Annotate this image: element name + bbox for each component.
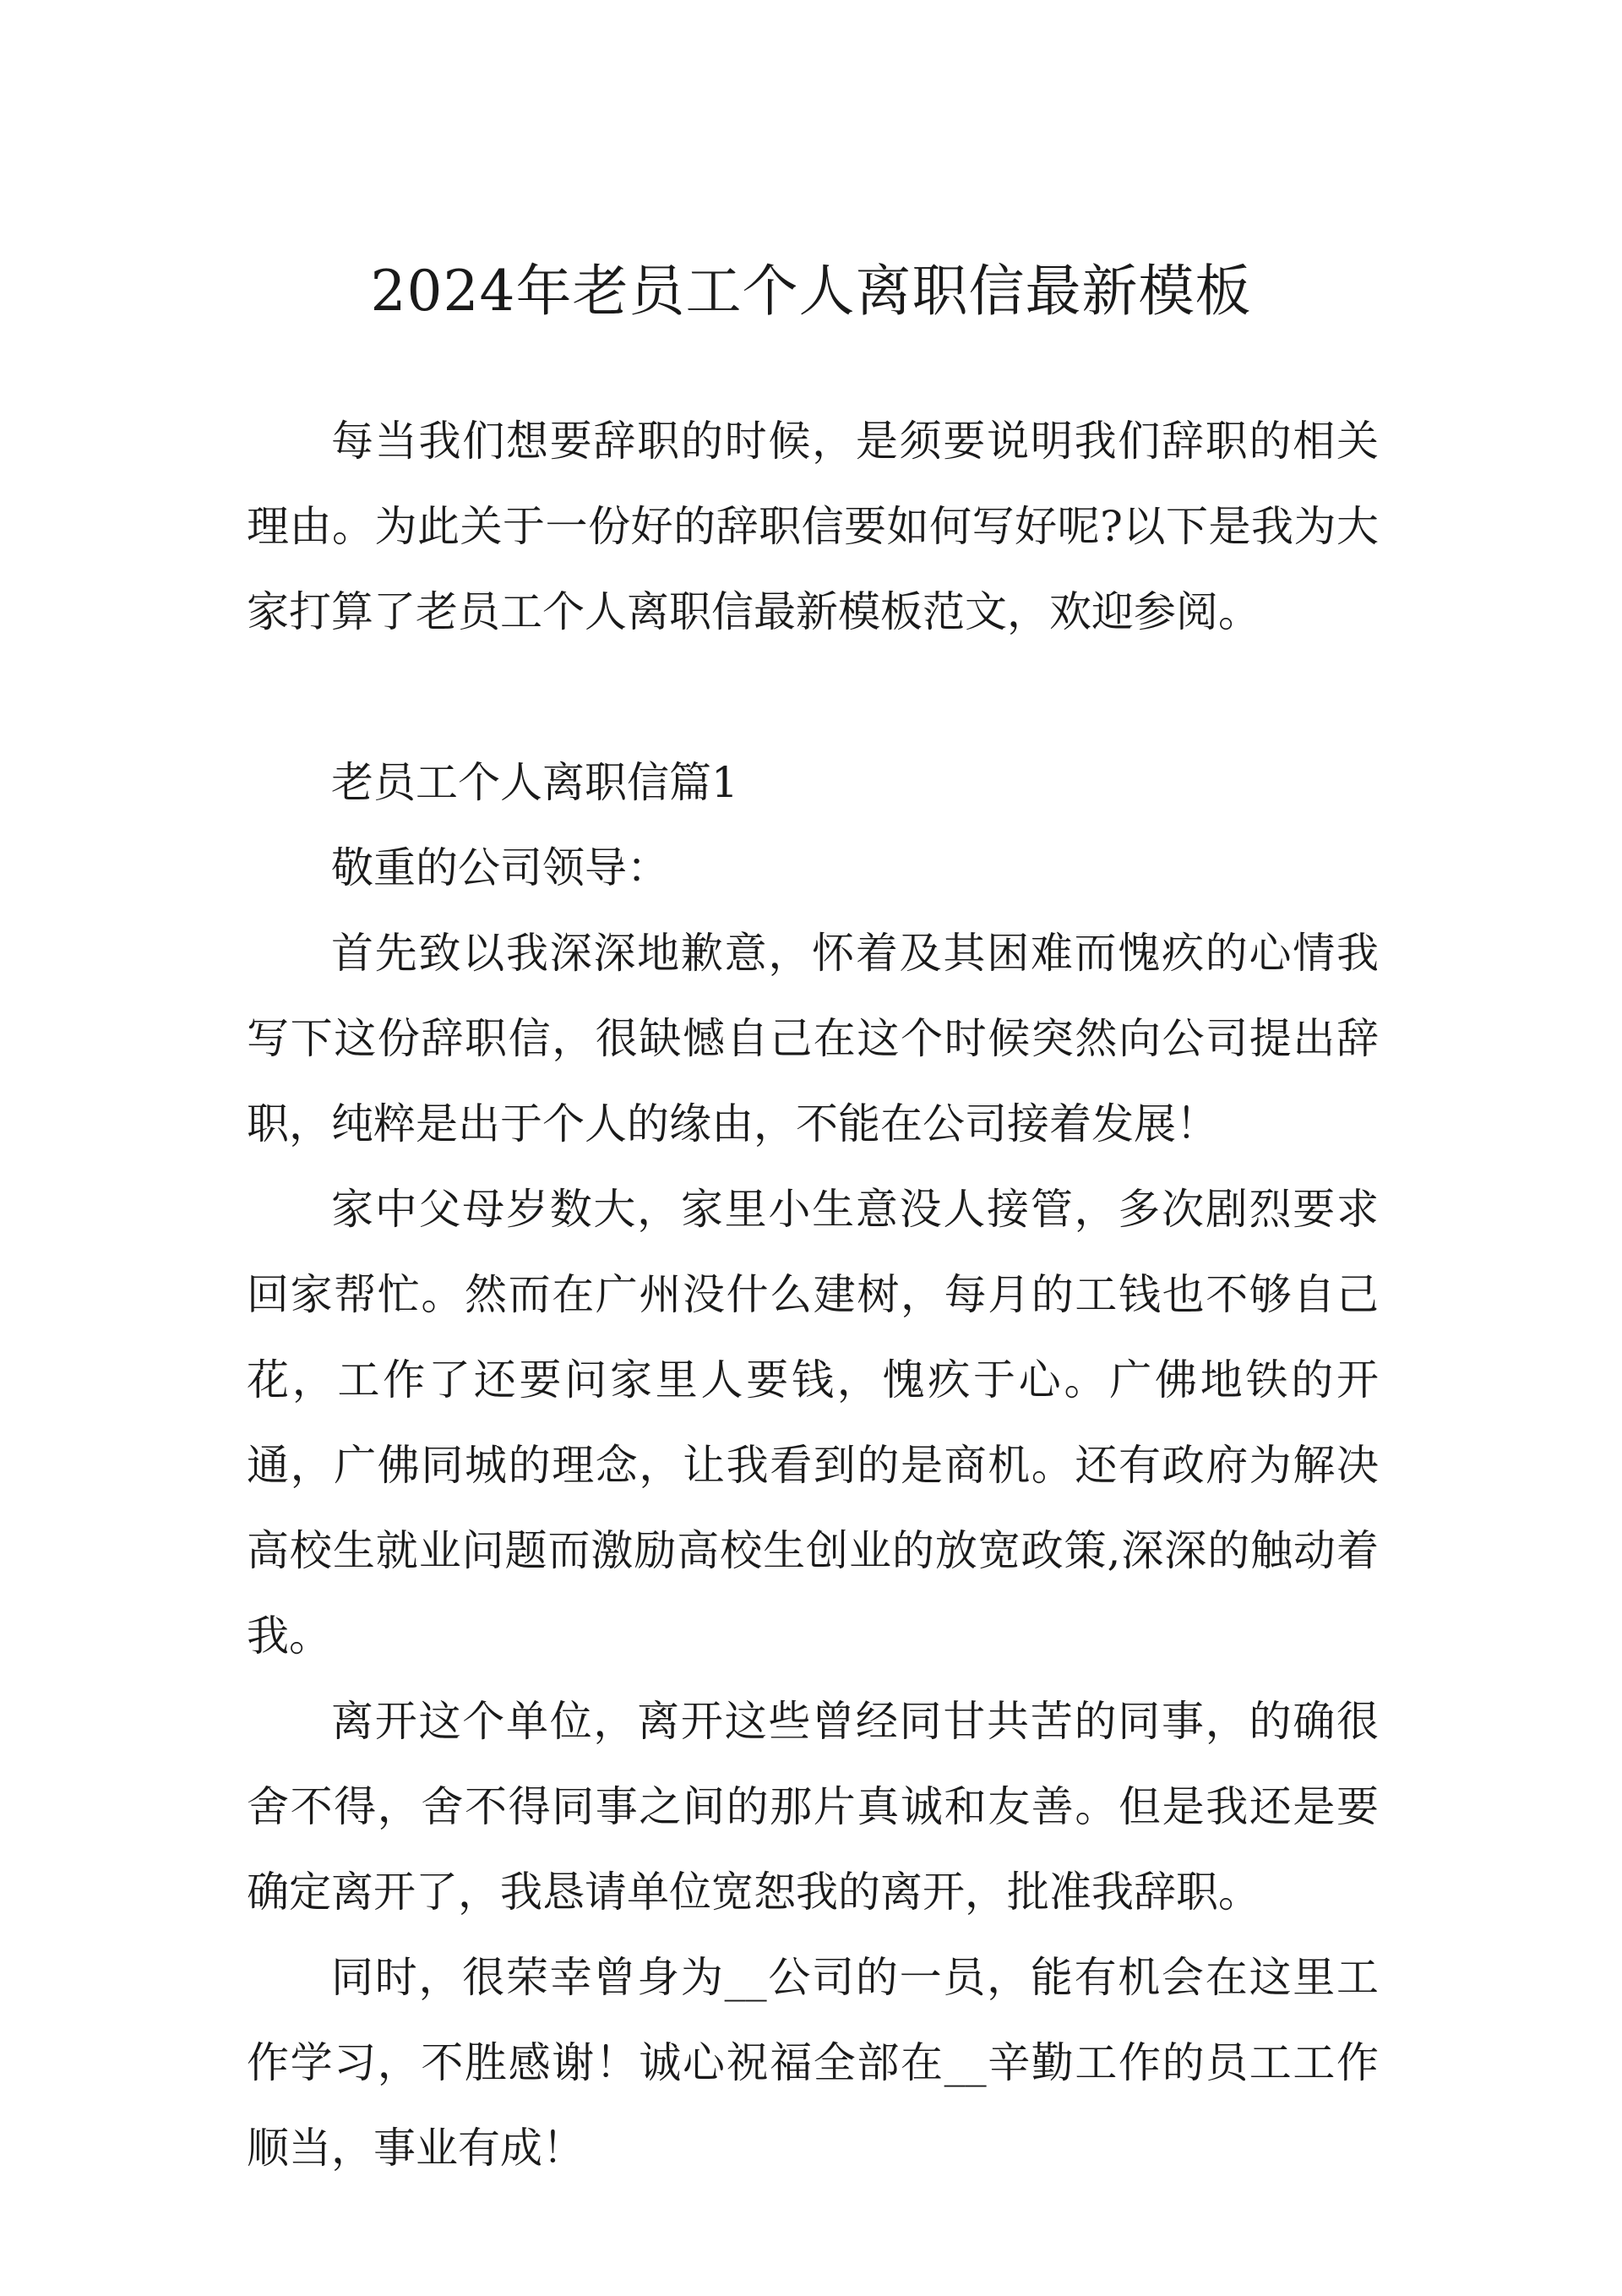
document-title: 2024年老员工个人离职信最新模板 bbox=[370, 259, 1252, 324]
body-paragraph: 家中父母岁数大，家里小生意没人接管，多次剧烈要求回家帮忙。然而在广州没什么建树，每月的工钱也不够自己花，工作了还要问家里人要钱，愧疚于心。广佛地铁的开通，广佛同城的理念，让我看到的是商机。还有政府为解决高校生就业问题而激励高校生创业的放宽政策,深深的触动着我。 bbox=[247, 1185, 1379, 1661]
document-body bbox=[247, 399, 1379, 2191]
body-paragraph: 首先致以我深深地歉意，怀着及其困难而愧疚的心情我写下这份辞职信，很缺憾自己在这个时候突然向公司提出辞职，纯粹是出于个人的缘由，不能在公司接着发展！ bbox=[247, 929, 1379, 1148]
body-paragraph: 同时，很荣幸曾身为__公司的一员，能有机会在这里工作学习，不胜感谢！诚心祝福全部在__辛勤工作的员工工作顺当，事业有成！ bbox=[247, 1953, 1379, 2173]
section-heading: 老员工个人离职信篇1 bbox=[331, 758, 738, 807]
intro-paragraph: 每当我们想要辞职的时候，是须要说明我们辞职的相关理由。为此关于一份好的辞职信要如何写好呢?以下是我为大家打算了老员工个人离职信最新模板范文，欢迎参阅。 bbox=[247, 417, 1379, 636]
body-paragraph: 离开这个单位，离开这些曾经同甘共苦的同事，的确很舍不得，舍不得同事之间的那片真诚和友善。但是我还是要确定离开了，我恳请单位宽恕我的离开，批准我辞职。 bbox=[247, 1697, 1379, 1917]
salutation: 敬重的公司领导： bbox=[331, 843, 669, 892]
